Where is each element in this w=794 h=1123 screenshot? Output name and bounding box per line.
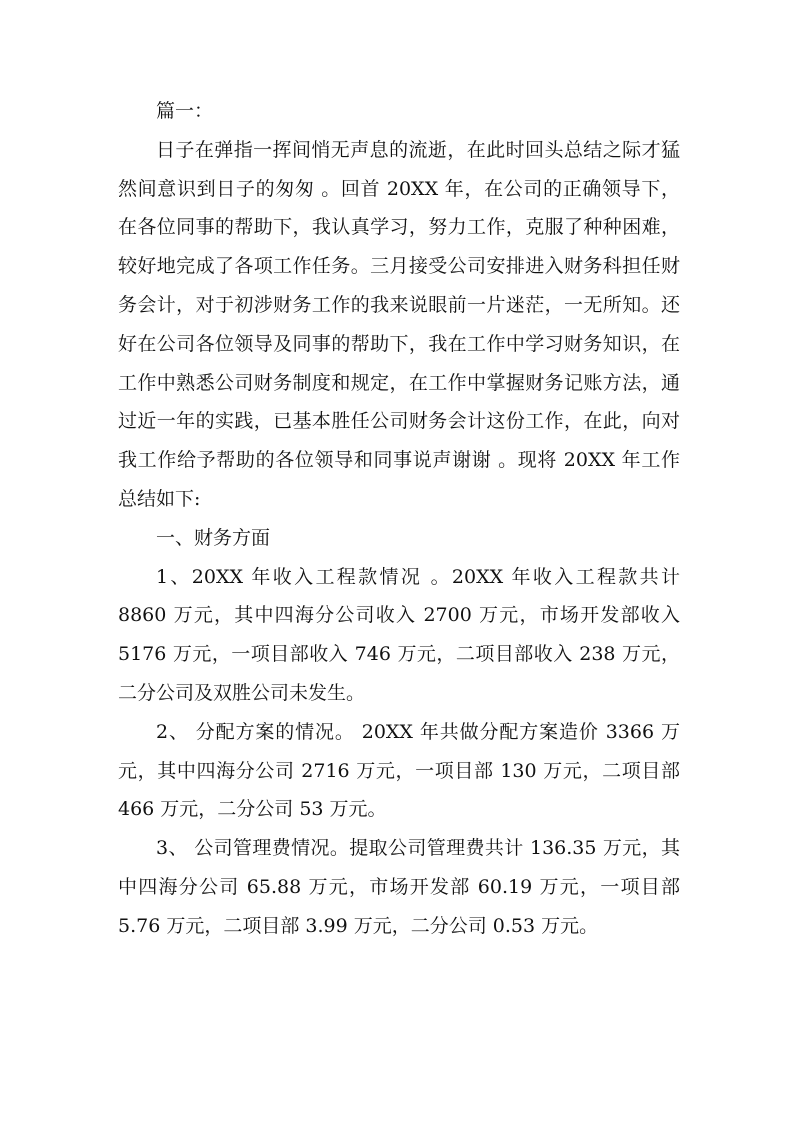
document-body (118, 92, 680, 946)
document-heading: 篇一： (156, 100, 214, 122)
paragraph-income-project-funds: 1、20XX 年收入工程款情况 。20XX 年收入工程款共计 8860 万元，其中四海分公司收入 2700 万元，市场开发部收入 5176 万元，一项目部收入 746 万元，二项目部收入 238 万元，二分公司及双胜公司未发生。 (118, 565, 680, 704)
paragraph-distribution-plan: 2、 分配方案的情况。 20XX 年共做分配方案造价 3366 万元，其中四海分公司 2716 万元，一项目部 130 万元，二项目部 466 万元，二分公司 53 万元。 (118, 720, 680, 821)
section-heading-finance: 一、财务方面 (156, 526, 271, 549)
intro-paragraph: 日子在弹指一挥间悄无声息的流逝，在此时回头总结之际才猛然间意识到日子的匆匆 。回首 20XX 年，在公司的正确领导下，在各位同事的帮助下，我认真学习，努力工作，克服了种种困难，较好地完成了各项工作任务。三月接受公司安排进入财务科担任财务会计，对于初涉财务工作的我来说眼前一片迷茫，一无所知。还好在公司各位领导及同事的帮助下，我在工作中学习财务知识，在工作中熟悉公司财务制度和规定，在工作中掌握财务记账方法，通过近一年的实践，已基本胜任公司财务会计这份工作，在此，向对我工作给予帮助的各位领导和同事说声谢谢 。现将 20XX 年工作总结如下: (118, 138, 680, 510)
paragraph-management-fee: 3、 公司管理费情况。提取公司管理费共计 136.35 万元，其中四海分公司 65.88 万元，市场开发部 60.19 万元，一项目部 5.76 万元，二项目部 3.99 万元，二分公司 0.53 万元。 (118, 837, 680, 937)
